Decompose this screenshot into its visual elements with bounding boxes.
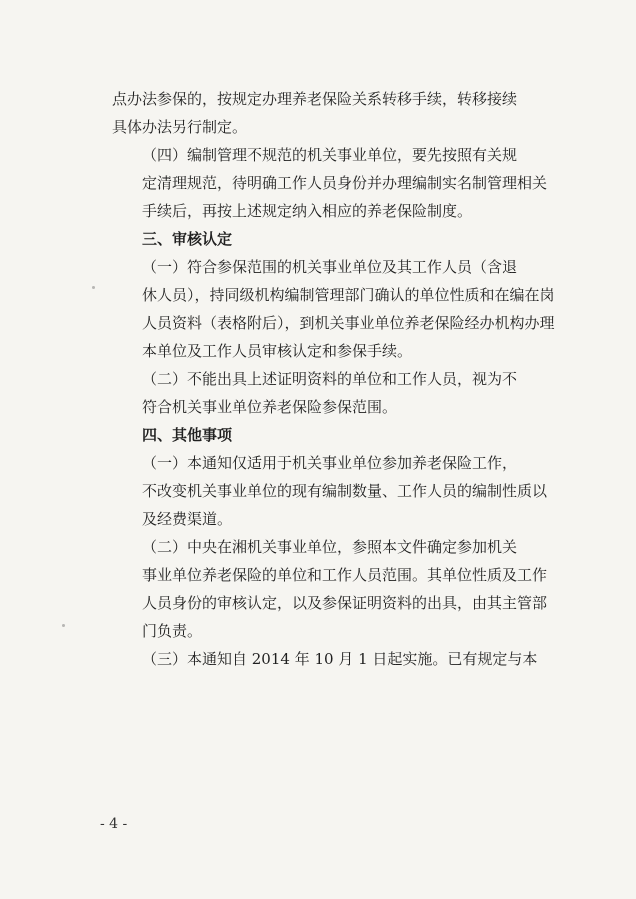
text-line: （一）本通知仅适用于机关事业单位参加养老保险工作， [142,454,518,472]
body-paragraph [112,533,580,645]
text-line: （一）符合参保范围的机关事业单位及其工作人员（含退 [142,258,518,276]
text-line: 点办法参保的，按规定办理养老保险关系转移手续，转移接续 [112,90,518,108]
scan-speck [92,286,95,289]
text-line: 休人员），持同级机构编制管理部门确认的单位性质和在编在岗 [142,286,555,304]
text-line: 手续后，再按上述规定纳入相应的养老保险制度。 [142,202,473,220]
body-paragraph [112,253,580,365]
scan-speck [62,624,65,627]
text-line: 三、审核认定 [142,230,233,248]
text-line: 及经费渠道。 [142,510,233,528]
body-paragraph [112,449,580,533]
section-heading [112,421,580,449]
text-line: （二）中央在湘机关事业单位，参照本文件确定参加机关 [142,538,518,556]
text-line: 人员身份的审核认定，以及参保证明资料的出具，由其主管部 [142,594,548,612]
body-paragraph [112,365,580,421]
text-line: 不改变机关事业单位的现有编制数量、工作人员的编制性质以 [142,482,548,500]
document-body [112,85,580,673]
text-line: （二）不能出具上述证明资料的单位和工作人员，视为不 [142,370,518,388]
section-heading [112,225,580,253]
body-paragraph [112,85,580,141]
text-line: （四）编制管理不规范的机关事业单位，要先按照有关规 [142,146,518,164]
text-line: 人员资料（表格附后），到机关事业单位养老保险经办机构办理 [142,314,555,332]
text-line: 定清理规范，待明确工作人员身份并办理编制实名制管理相关 [142,174,548,192]
page-number: - 4 - [100,816,128,832]
body-paragraph [112,141,580,225]
text-line: 具体办法另行制定。 [112,118,248,136]
text-line: 门负责。 [142,622,203,640]
text-line: （三）本通知自 2014 年 10 月 1 日起实施。已有规定与本 [142,650,538,668]
text-line: 事业单位养老保险的单位和工作人员范围。其单位性质及工作 [142,566,548,584]
text-line: 符合机关事业单位养老保险参保范围。 [142,398,398,416]
text-line: 本单位及工作人员审核认定和参保手续。 [142,342,413,360]
text-line: 四、其他事项 [142,426,233,444]
body-paragraph [112,645,580,673]
